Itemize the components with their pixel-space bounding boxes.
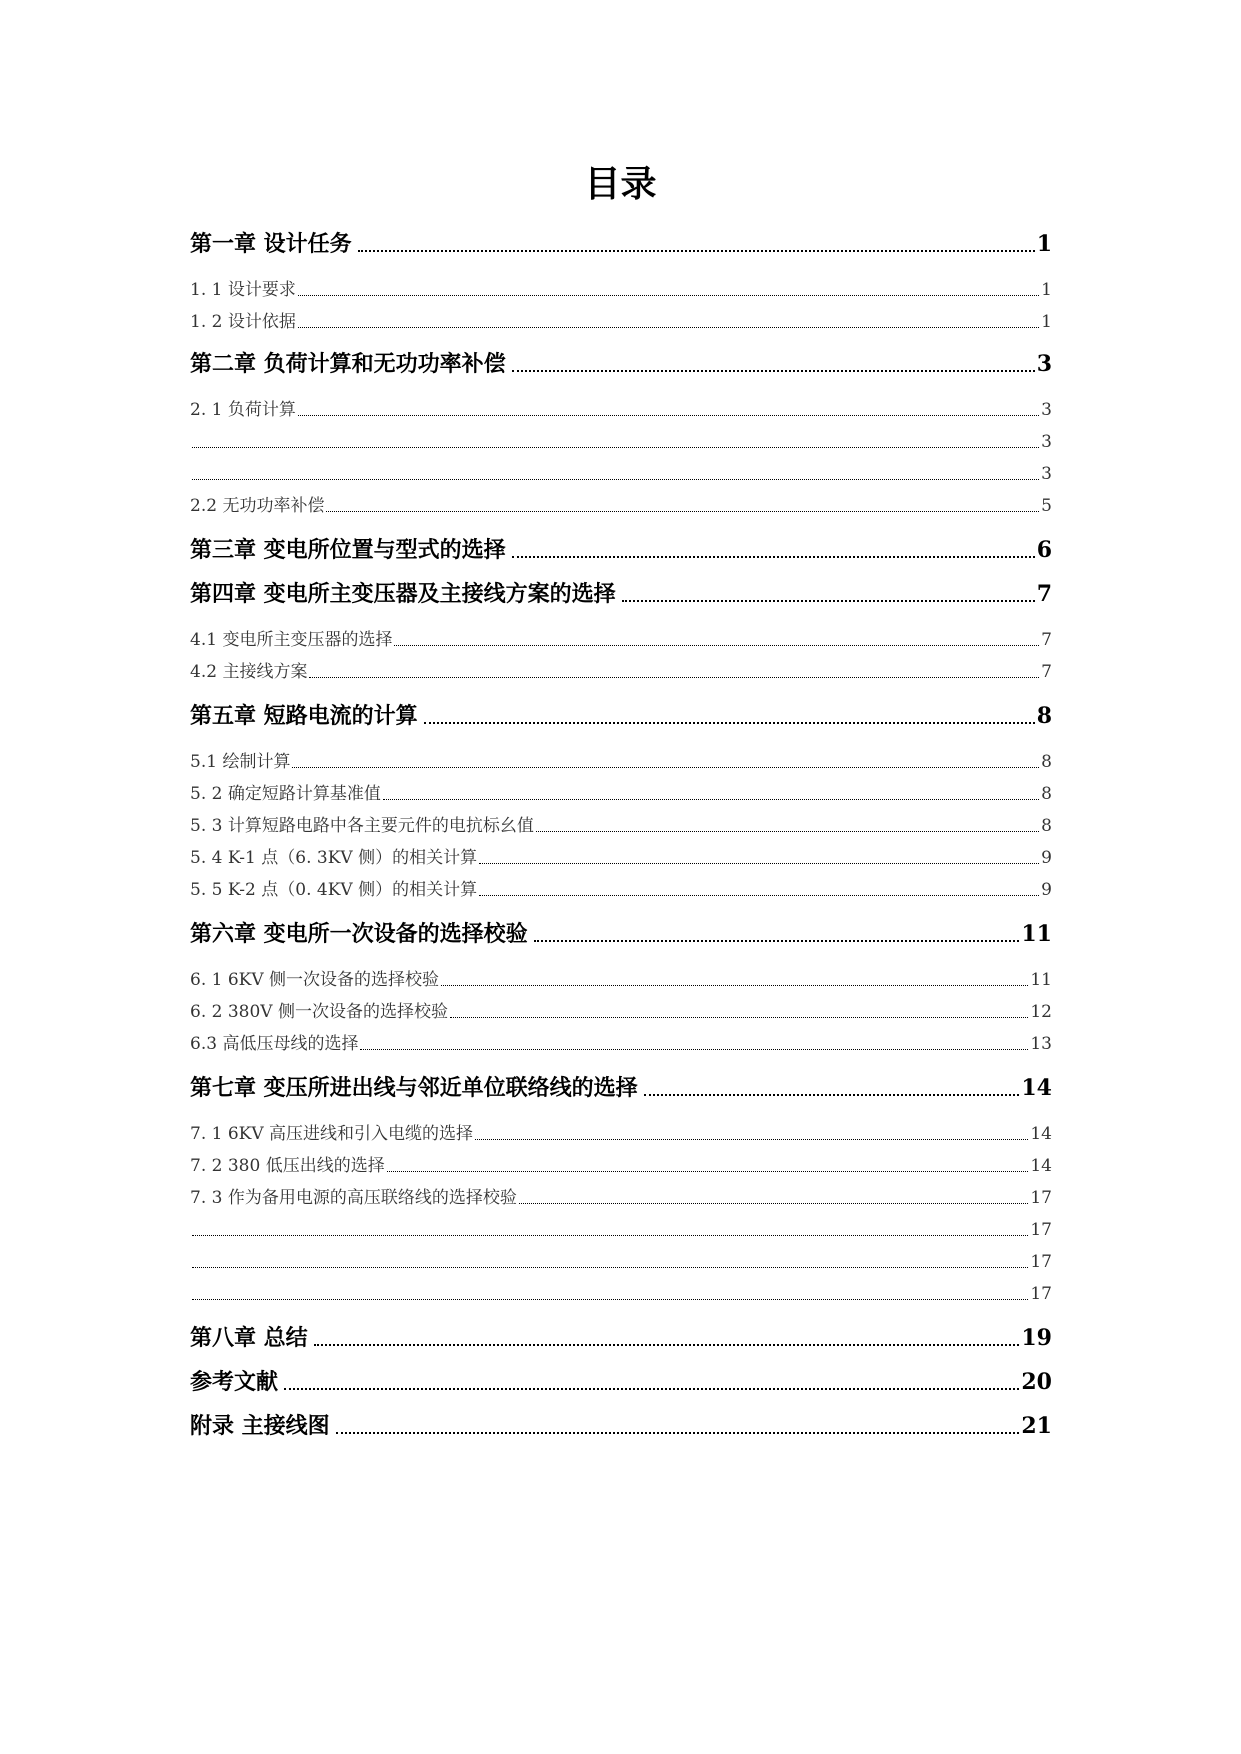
toc-section-entry[interactable] (190, 846, 1052, 870)
toc-section-entry[interactable] (190, 782, 1052, 806)
toc-section-entry[interactable] (190, 1122, 1052, 1146)
toc-page-number: 7 (1041, 630, 1052, 650)
toc-section-entry[interactable] (190, 1250, 1052, 1274)
toc-page-number: 19 (1021, 1325, 1052, 1351)
toc-section-entry[interactable] (190, 494, 1052, 518)
toc-dot-leader (336, 1432, 1020, 1434)
toc-entry-label: 第八章 总结 (190, 1325, 308, 1351)
toc-page-number: 14 (1021, 1075, 1052, 1101)
toc-entry-label: 2. 1 负荷计算 (190, 400, 296, 420)
toc-chapter-entry[interactable] (190, 535, 1052, 565)
toc-section-entry[interactable] (190, 430, 1052, 454)
toc-dot-leader (536, 831, 1039, 832)
toc-section-entry[interactable] (190, 310, 1052, 334)
toc-page-number: 9 (1041, 880, 1052, 900)
toc-page-number: 7 (1041, 662, 1052, 682)
toc-page-number: 9 (1041, 848, 1052, 868)
toc-page-number: 17 (1030, 1252, 1052, 1272)
toc-page-number: 21 (1021, 1413, 1052, 1439)
toc-section-entry[interactable] (190, 1186, 1052, 1210)
toc-chapter-entry[interactable] (190, 919, 1052, 949)
toc-entry-label: 第六章 变电所一次设备的选择校验 (190, 921, 528, 947)
toc-entry-label: 5. 4 K-1 点（6. 3KV 侧）的相关计算 (190, 848, 478, 868)
toc-dot-leader (479, 863, 1039, 864)
toc-page-number: 17 (1030, 1220, 1052, 1240)
toc-dot-leader (192, 1299, 1028, 1300)
toc-entry-label: 1. 2 设计依据 (190, 312, 296, 332)
toc-entry-label: 6.3 高低压母线的选择 (190, 1034, 359, 1054)
toc-dot-leader (298, 327, 1039, 328)
toc-page-number: 12 (1030, 1002, 1052, 1022)
toc-dot-leader (192, 1267, 1028, 1268)
toc-dot-leader (383, 799, 1039, 800)
toc-entry-label: 1. 1 设计要求 (190, 280, 296, 300)
toc-title: 目录 (584, 163, 657, 205)
toc-page-number: 5 (1041, 496, 1052, 516)
toc-dot-leader (192, 1235, 1028, 1236)
toc-entry-label: 4.2 主接线方案 (190, 662, 308, 682)
toc-section-entry[interactable] (190, 1000, 1052, 1024)
toc-dot-leader (512, 370, 1035, 372)
toc-section-entry[interactable] (190, 398, 1052, 422)
toc-dot-leader (309, 677, 1039, 678)
toc-dot-leader (360, 1049, 1028, 1050)
toc-dot-leader (512, 556, 1035, 558)
toc-entry-label: 第五章 短路电流的计算 (190, 703, 418, 729)
toc-page-number: 8 (1036, 703, 1052, 729)
toc-section-entry[interactable] (190, 462, 1052, 486)
toc-chapter-entry[interactable] (190, 349, 1052, 379)
toc-page-number: 14 (1030, 1124, 1052, 1144)
toc-entry-label: 6. 2 380V 侧一次设备的选择校验 (190, 1002, 448, 1022)
toc-page-number: 8 (1041, 784, 1052, 804)
toc-entry-label: 第一章 设计任务 (190, 231, 352, 257)
toc-chapter-entry[interactable] (190, 1411, 1052, 1441)
toc-entry-label: 5. 5 K-2 点（0. 4KV 侧）的相关计算 (190, 880, 478, 900)
toc-chapter-entry[interactable] (190, 701, 1052, 731)
toc-dot-leader (644, 1094, 1020, 1096)
toc-page-number: 17 (1030, 1188, 1052, 1208)
toc-section-entry[interactable] (190, 878, 1052, 902)
toc-entry-label: 4.1 变电所主变压器的选择 (190, 630, 393, 650)
toc-entry-label: 5. 2 确定短路计算基准值 (190, 784, 381, 804)
toc-dot-leader (450, 1017, 1028, 1018)
toc-entry-label: 5.1 绘制计算 (190, 752, 291, 772)
toc-section-entry[interactable] (190, 628, 1052, 652)
toc-dot-leader (441, 985, 1028, 986)
toc-entry-label: 第三章 变电所位置与型式的选择 (190, 537, 506, 563)
toc-dot-leader (326, 511, 1039, 512)
toc-dot-leader (534, 940, 1020, 942)
toc-entry-label: 第四章 变电所主变压器及主接线方案的选择 (190, 581, 616, 607)
toc-dot-leader (314, 1344, 1020, 1346)
toc-page-number: 14 (1030, 1156, 1052, 1176)
toc-page-number: 17 (1030, 1284, 1052, 1304)
toc-dot-leader (479, 895, 1039, 896)
toc-page-number: 13 (1030, 1034, 1052, 1054)
toc-dot-leader (475, 1139, 1028, 1140)
toc-entry-label: 2.2 无功功率补偿 (190, 496, 325, 516)
toc-dot-leader (394, 645, 1039, 646)
toc-chapter-entry[interactable] (190, 1367, 1052, 1397)
toc-entry-label: 第七章 变压所进出线与邻近单位联络线的选择 (190, 1075, 638, 1101)
toc-dot-leader (284, 1388, 1019, 1390)
toc-section-entry[interactable] (190, 1032, 1052, 1056)
toc-page-number: 20 (1021, 1369, 1052, 1395)
toc-chapter-entry[interactable] (190, 579, 1052, 609)
toc-section-entry[interactable] (190, 968, 1052, 992)
toc-entry-label: 6. 1 6KV 侧一次设备的选择校验 (190, 970, 440, 990)
toc-page-number: 8 (1041, 752, 1052, 772)
toc-dot-leader (424, 722, 1035, 724)
toc-page-number: 3 (1036, 351, 1052, 377)
toc-entry-label: 7. 3 作为备用电源的高压联络线的选择校验 (190, 1188, 517, 1208)
toc-dot-leader (298, 415, 1039, 416)
toc-page-number: 7 (1036, 581, 1052, 607)
toc-chapter-entry[interactable] (190, 229, 1052, 259)
toc-section-entry[interactable] (190, 1218, 1052, 1242)
toc-entry-label: 第二章 负荷计算和无功功率补偿 (190, 351, 506, 377)
toc-dot-leader (292, 767, 1039, 768)
toc-page-number: 11 (1021, 921, 1052, 947)
toc-section-entry[interactable] (190, 660, 1052, 684)
toc-section-entry[interactable] (190, 278, 1052, 302)
toc-dot-leader (519, 1203, 1029, 1204)
toc-dot-leader (358, 250, 1035, 252)
toc-chapter-entry[interactable] (190, 1323, 1052, 1353)
toc-page-number: 3 (1041, 464, 1052, 484)
toc-section-entry[interactable] (190, 1282, 1052, 1306)
toc-chapter-entry[interactable] (190, 1073, 1052, 1103)
toc-dot-leader (192, 447, 1039, 448)
toc-dot-leader (622, 600, 1035, 602)
toc-page-number: 1 (1036, 231, 1052, 257)
toc-entry-label: 7. 2 380 低压出线的选择 (190, 1156, 385, 1176)
toc-dot-leader (298, 295, 1039, 296)
toc-section-entry[interactable] (190, 814, 1052, 838)
toc-entry-label: 参考文献 (190, 1369, 279, 1395)
toc-section-entry[interactable] (190, 750, 1052, 774)
toc-page-number: 1 (1041, 280, 1052, 300)
toc-entry-label: 7. 1 6KV 高压进线和引入电缆的选择 (190, 1124, 474, 1144)
toc-page-number: 11 (1030, 970, 1052, 990)
toc-dot-leader (387, 1171, 1029, 1172)
toc-page-number: 6 (1036, 537, 1052, 563)
toc-page-number: 3 (1041, 432, 1052, 452)
toc-section-entry[interactable] (190, 1154, 1052, 1178)
toc-page-number: 8 (1041, 816, 1052, 836)
toc-dot-leader (192, 479, 1039, 480)
toc-page-number: 1 (1041, 312, 1052, 332)
toc-entry-label: 5. 3 计算短路电路中各主要元件的电抗标幺值 (190, 816, 534, 836)
toc-page-number: 3 (1041, 400, 1052, 420)
toc-entry-label: 附录 主接线图 (190, 1413, 330, 1439)
